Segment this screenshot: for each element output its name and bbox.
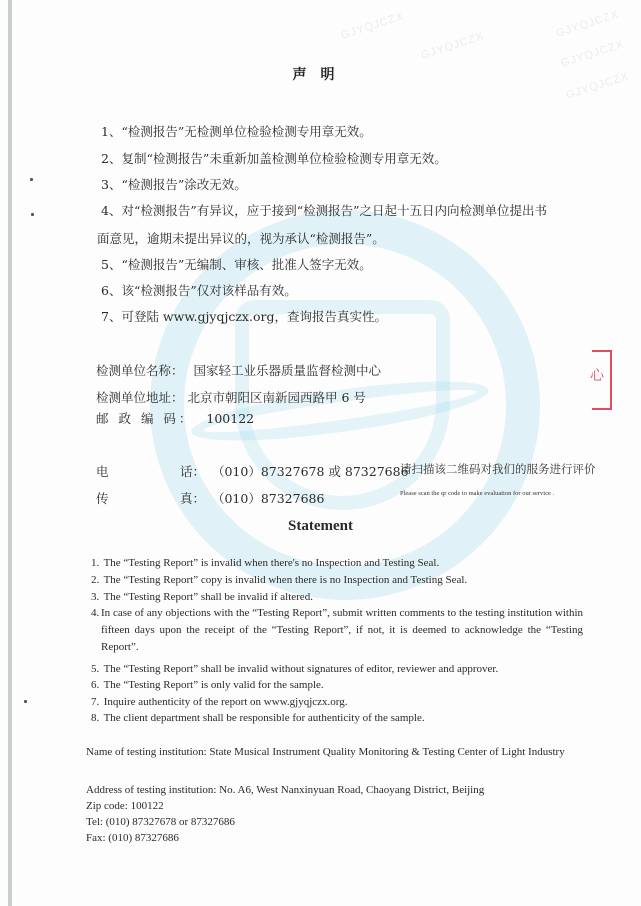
cn-statement-1: 1、“检测报告”无检测单位检验检测专用章无效。: [101, 124, 372, 139]
cn-statement-3: 3、“检测报告”涂改无效。: [101, 177, 247, 192]
en-fax: Fax: (010) 87327686: [86, 832, 179, 844]
scan-speck: [31, 213, 34, 216]
label: 传: [96, 491, 109, 506]
item-text: The “Testing Report” shall be invalid without signatures of editor, reviewer and approver.: [103, 663, 499, 675]
label: 邮 政 编 码：: [96, 411, 195, 426]
cn-statement-2: 2、复制“检测报告”未重新加盖检测单位检验检测专用章无效。: [101, 151, 447, 166]
qr-prompt-cn: 请扫描该二维码对我们的服务进行评价: [400, 462, 596, 476]
item-number: 8.: [91, 712, 100, 724]
cn-institution-name: [96, 361, 381, 379]
item-text: The “Testing Report” is only valid for the sample.: [103, 679, 324, 691]
scan-edge: [8, 0, 12, 906]
value: （010）87327678 或 87327686: [211, 464, 409, 479]
en-statement-5: [91, 663, 498, 675]
cn-institution-address: [96, 388, 366, 406]
watermark: GJYQJCZX: [419, 30, 486, 62]
value: 北京市朝阳区南新园西路甲 6 号: [187, 390, 366, 405]
cn-statement-4-cont: 面意见，逾期未提出异议的，视为承认“检测报告”。: [97, 231, 385, 246]
item-text: The “Testing Report” is invalid when there's no Inspection and Testing Seal.: [103, 557, 440, 569]
en-statement-6: [91, 679, 324, 691]
en-statement-2: [91, 574, 467, 586]
en-statement-3: [91, 591, 313, 603]
scan-speck: [24, 700, 27, 703]
en-institution-name: Name of testing institution: State Musical Instrument Quality Monitoring & Testing Center of Light Industry: [86, 746, 565, 758]
en-zip-code: Zip code: 100122: [86, 800, 164, 812]
item-text: The client department shall be responsible for authenticity of the sample.: [103, 712, 425, 724]
page-title-cn: 声明: [292, 67, 349, 83]
en-statement-4: [91, 605, 583, 656]
cn-zip-code: [96, 409, 254, 427]
value: 100122: [206, 411, 255, 426]
value: （010）87327686: [211, 491, 325, 506]
label: 电: [96, 464, 109, 479]
item-text: The “Testing Report” shall be invalid if altered.: [103, 591, 313, 603]
watermark: GJYQJCZX: [554, 8, 621, 40]
en-institution-address: Address of testing institution: No. A6, West Nanxinyuan Road, Chaoyang District, Beijing: [86, 784, 485, 796]
cn-fax: [96, 489, 324, 507]
cn-statement-5: 5、“检测报告”无编制、审核、批准人签字无效。: [101, 257, 372, 272]
red-stamp-text: 心: [590, 368, 604, 384]
en-statement-8: [91, 712, 425, 724]
item-text: The “Testing Report” copy is invalid when there is no Inspection and Testing Seal.: [103, 574, 468, 586]
item-number: 1.: [91, 557, 100, 569]
label: 真：: [179, 491, 205, 506]
cn-statement-6: 6、该“检测报告”仅对该样品有效。: [101, 283, 297, 298]
item-text: In case of any objections with the “Testing Report”, submit written comments to the testing institution within fifteen days upon the receipt of the “Testing Report”, if not, it is deemed to acknowledge the “Testing Report”.: [101, 607, 583, 653]
item-number: 4.: [91, 607, 100, 619]
en-statement-1: [91, 557, 439, 569]
page-title-en: Statement: [288, 518, 353, 534]
item-number: 5.: [91, 663, 100, 675]
watermark: GJYQJCZX: [339, 10, 406, 42]
label: 话：: [179, 464, 205, 479]
en-tel: Tel: (010) 87327678 or 87327686: [86, 816, 235, 828]
item-number: 2.: [91, 574, 100, 586]
label: 检测单位名称：: [96, 363, 184, 378]
scan-speck: [30, 178, 33, 181]
cn-statement-7: 7、可登陆 www.gjyqjczx.org，查询报告真实性。: [101, 309, 387, 324]
cn-tel: [96, 462, 409, 480]
label: 检测单位地址：: [96, 390, 184, 405]
watermark: GJYQJCZX: [564, 70, 631, 102]
item-number: 7.: [91, 696, 100, 708]
value: 国家轻工业乐器质量监督检测中心: [193, 363, 382, 378]
item-text: Inquire authenticity of the report on www.gjyqjczx.org.: [103, 696, 348, 708]
cn-statement-4: 4、对“检测报告”有异议，应于接到“检测报告”之日起十五日内向检测单位提出书: [101, 203, 548, 218]
item-number: 3.: [91, 591, 100, 603]
en-statement-7: [91, 696, 348, 708]
watermark: GJYQJCZX: [559, 38, 626, 70]
qr-prompt-en: Please scan the qr code to make evaluation for our service .: [400, 490, 555, 497]
item-number: 6.: [91, 679, 100, 691]
